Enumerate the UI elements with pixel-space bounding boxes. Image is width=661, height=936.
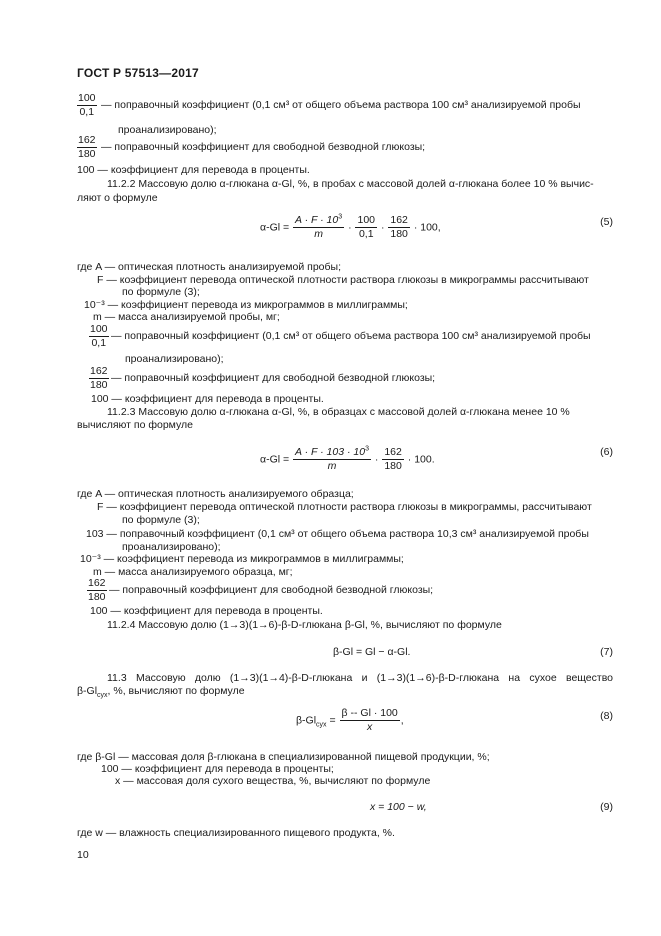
where-line-cont: по формуле (3);	[122, 286, 200, 298]
where-line-cont: по формуле (3);	[122, 514, 200, 526]
equation-8	[296, 707, 404, 734]
equation-denominator: 180	[390, 228, 408, 240]
where-line: 10⁻³ — коэффициент перевода из микрограммов в миллиграммы;	[84, 299, 408, 311]
equation-numerator: β -- Gl · 100	[341, 707, 398, 719]
where-line: 10⁻³ — коэффициент перевода из микрограммов в миллиграммы;	[80, 553, 404, 565]
fraction-162-180	[89, 365, 109, 392]
where-line: где w — влажность специализированного пищевого продукта, %.	[77, 827, 395, 839]
fraction-denominator: 0,1	[91, 337, 107, 349]
definition-line: — поправочный коэффициент для свободной безводной глюкозы;	[101, 141, 426, 153]
section-11-2-3-text-cont: вычисляют по формуле	[77, 419, 193, 431]
fraction-numerator: 162	[88, 577, 106, 589]
fraction-numerator: 100	[78, 92, 96, 104]
fraction-denominator: 180	[78, 148, 96, 160]
equation-number-8: (8)	[600, 710, 613, 722]
equation-lhs: α-Gl =	[260, 221, 290, 234]
where-line: — поправочный коэффициент (0,1 см³ от общего объема раствора 100 см³ анализируемой пробы	[111, 330, 591, 342]
fraction-numerator: 162	[90, 365, 108, 377]
where-line: 103 — поправочный коэффициент (0,1 см³ от общего объема раствора 10,3 см³ анализируемой пробы	[86, 528, 589, 540]
fraction-denominator: 180	[88, 591, 106, 603]
equation-lhs: α-Gl =	[260, 453, 290, 466]
equation-lhs: β-Gl	[296, 714, 317, 727]
equation-9: x = 100 − w,	[370, 801, 427, 813]
equation-tail: · 100,	[413, 221, 441, 234]
definition-line: — поправочный коэффициент (0,1 см³ от общего объема раствора 100 см³ анализируемой пробы	[101, 99, 581, 111]
equation-numerator: A · F · 10	[295, 214, 339, 226]
fraction-162-180	[77, 134, 97, 161]
page-number: 10	[77, 849, 89, 861]
definition-continuation: проанализировано);	[118, 124, 217, 136]
equation-denominator: 180	[384, 460, 402, 472]
where-line: 100 — коэффициент для перевода в проценты;	[101, 763, 334, 775]
section-11-2-2-text-cont: ляют о формуле	[77, 192, 158, 204]
equation-fraction	[293, 446, 371, 473]
section-11-2-3-text: 11.2.3 Массовую долю α-глюкана α-Gl, %, в образцах с массовой долей α-глюкана менее 10 %	[107, 406, 570, 418]
equation-denominator: m	[327, 460, 337, 472]
equation-denominator: 0,1	[358, 228, 374, 240]
equation-fraction	[382, 446, 404, 473]
equation-tail: · 100.	[407, 453, 435, 466]
where-line: 100 — коэффициент для перевода в проценты.	[91, 393, 324, 405]
where-line-cont: проанализировано);	[125, 353, 224, 365]
section-11-2-4-text: 11.2.4 Массовую долю (1→3)(1→6)-β-D-глюкана β-Gl, %, вычисляют по формуле	[107, 619, 502, 631]
fraction-100-0-1	[77, 92, 97, 119]
section-11-2-2-text: 11.2.2 Массовую долю α-глюкана α-Gl, %, в пробах с массовой долей α-глюкана более 10 % вычис-	[107, 178, 594, 190]
fraction-162-180	[87, 577, 107, 604]
where-line: — поправочный коэффициент для свободной безводной глюкозы;	[111, 372, 436, 384]
equation-5: α-Gl = $\frac{A \cdot F \cdot 10^3}{m}$ · $\frac{100}{0,1}$ · $\frac{162}{180}$ · 100,	[260, 213, 441, 240]
where-line: m — масса анализируемой пробы, мг;	[93, 311, 280, 323]
where-line: F — коэффициент перевода оптической плотности раствора глюкозы в микрограммы, рассчитывают	[97, 501, 592, 513]
where-line: x — массовая доля сухого вещества, %, вычисляют по формуле	[115, 775, 431, 787]
where-line: F — коэффициент перевода оптической плотности раствора глюкозы в микрограммы рассчитывают	[97, 274, 589, 286]
equation-fraction	[388, 214, 410, 241]
fraction-numerator: 100	[90, 323, 108, 335]
document-header: ГОСТ Р 57513—2017	[77, 66, 199, 80]
section-11-3-tail: , %, вычисляют по формуле	[107, 685, 245, 697]
fraction-numerator: 162	[78, 134, 96, 146]
fraction-100-0-1	[89, 323, 109, 350]
equation-fraction	[293, 214, 344, 241]
where-line: m — масса анализируемого образца, мг;	[93, 566, 293, 578]
equation-denominator: m	[314, 228, 323, 240]
equation-number-9: (9)	[600, 801, 613, 813]
where-line: 100 — коэффициент для перевода в проценты.	[90, 605, 323, 617]
equation-fraction	[355, 214, 377, 241]
definition-line: 100 — коэффициент для перевода в проценты.	[77, 164, 310, 176]
subscript: сух	[316, 721, 327, 729]
equation-tail: ,	[400, 714, 404, 727]
where-line: где A — оптическая плотность анализируемой пробы;	[77, 261, 341, 273]
section-11-3-text: 11.3 Массовую долю (1→3)(1→4)-β-D-глюкана и (1→3)(1→6)-β-D-глюкана на сухое вещество	[107, 672, 613, 684]
fraction-denominator: 0,1	[79, 106, 95, 118]
equation-fraction	[340, 707, 400, 734]
equation-numerator: 100	[357, 214, 376, 226]
equation-number-5: (5)	[600, 216, 613, 228]
beta-gl-symbol: β-Gl	[77, 685, 98, 697]
equation-exponent: 3	[365, 445, 369, 453]
equation-numerator: 162	[384, 446, 402, 458]
where-line: — поправочный коэффициент для свободной безводной глюкозы;	[109, 584, 434, 596]
equation-6: α-Gl = $\frac{A \cdot F \cdot 103 \cdot 10^3}{m}$ · $\frac{162}{180}$ · 100.	[260, 445, 435, 472]
fraction-denominator: 180	[90, 379, 108, 391]
where-line: где A — оптическая плотность анализируемого образца;	[77, 488, 354, 500]
equation-exponent: 3	[338, 213, 343, 221]
equation-number-6: (6)	[600, 446, 613, 458]
equation-numerator: 162	[390, 214, 408, 226]
subscript: сух	[97, 692, 108, 700]
equation-number-7: (7)	[600, 646, 613, 658]
section-11-3-text-cont	[77, 685, 245, 698]
equation-numerator: A · F · 103 · 10	[295, 446, 366, 458]
where-line-cont: проанализировано);	[122, 541, 221, 553]
equation-sign: =	[329, 714, 336, 727]
where-line: где β-Gl — массовая доля β-глюкана в специализированной пищевой продукции, %;	[77, 751, 490, 763]
equation-denominator: x	[367, 721, 373, 733]
equation-7: β-Gl = Gl − α-Gl.	[333, 646, 411, 658]
